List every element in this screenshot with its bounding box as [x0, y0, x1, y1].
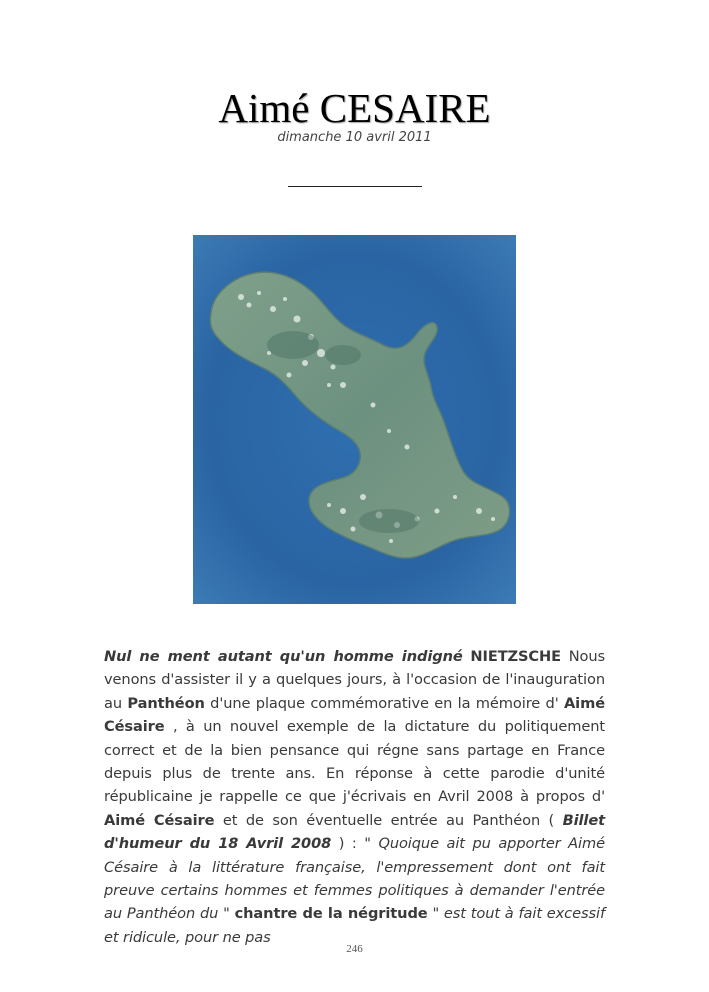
- page-number: 246: [346, 943, 363, 955]
- page-title: Aimé CESAIRE: [218, 85, 491, 131]
- article-segment: Panthéon: [127, 694, 205, 712]
- article-segment: ) :: [331, 835, 365, 853]
- post-date: dimanche 10 avril 2011: [277, 130, 432, 145]
- article-segment: Aimé Césaire: [104, 811, 215, 829]
- article-segment: Billet d'humeur du 18 Avril 2008: [104, 811, 605, 853]
- divider: [288, 186, 422, 187]
- article-segment: , à un nouvel exemple de la dictature du politiquement correct et de la bien pensance qui régne sans partage en France depuis plus de trente ans. En réponse à cette parodie d'unité républicaine je rappelle ce que j'écrivais en Avril 2008 à propos d': [104, 718, 605, 806]
- article-segment: Aimé Césaire: [104, 694, 605, 736]
- article-segment: et de son éventuelle entrée au Panthéon (: [214, 811, 563, 829]
- article-body: [104, 645, 605, 949]
- article-segment: chantre de la négritude: [234, 905, 428, 923]
- article-segment: ": [427, 905, 444, 923]
- article-segment: est tout à fait excessif et ridicule, pour ne pas: [104, 905, 605, 946]
- article-segment: NIETZSCHE: [470, 648, 562, 665]
- martinique-satellite-image: [193, 235, 516, 604]
- article-segment: d'une plaque commémorative en la mémoire d': [204, 694, 564, 712]
- article-segment: Nous venons d'assister il y a quelques jours, à l'occasion de l'inauguration au: [104, 648, 606, 712]
- article-segment: " Quoique ait pu apporter Aimé Césaire à la littérature française, l'empressement dont ont fait preuve certains hommes et femmes politiques à demander l'entrée au Panthéon du ": [104, 835, 606, 923]
- article-segment: Nul ne ment autant qu'un homme indigné: [104, 648, 463, 665]
